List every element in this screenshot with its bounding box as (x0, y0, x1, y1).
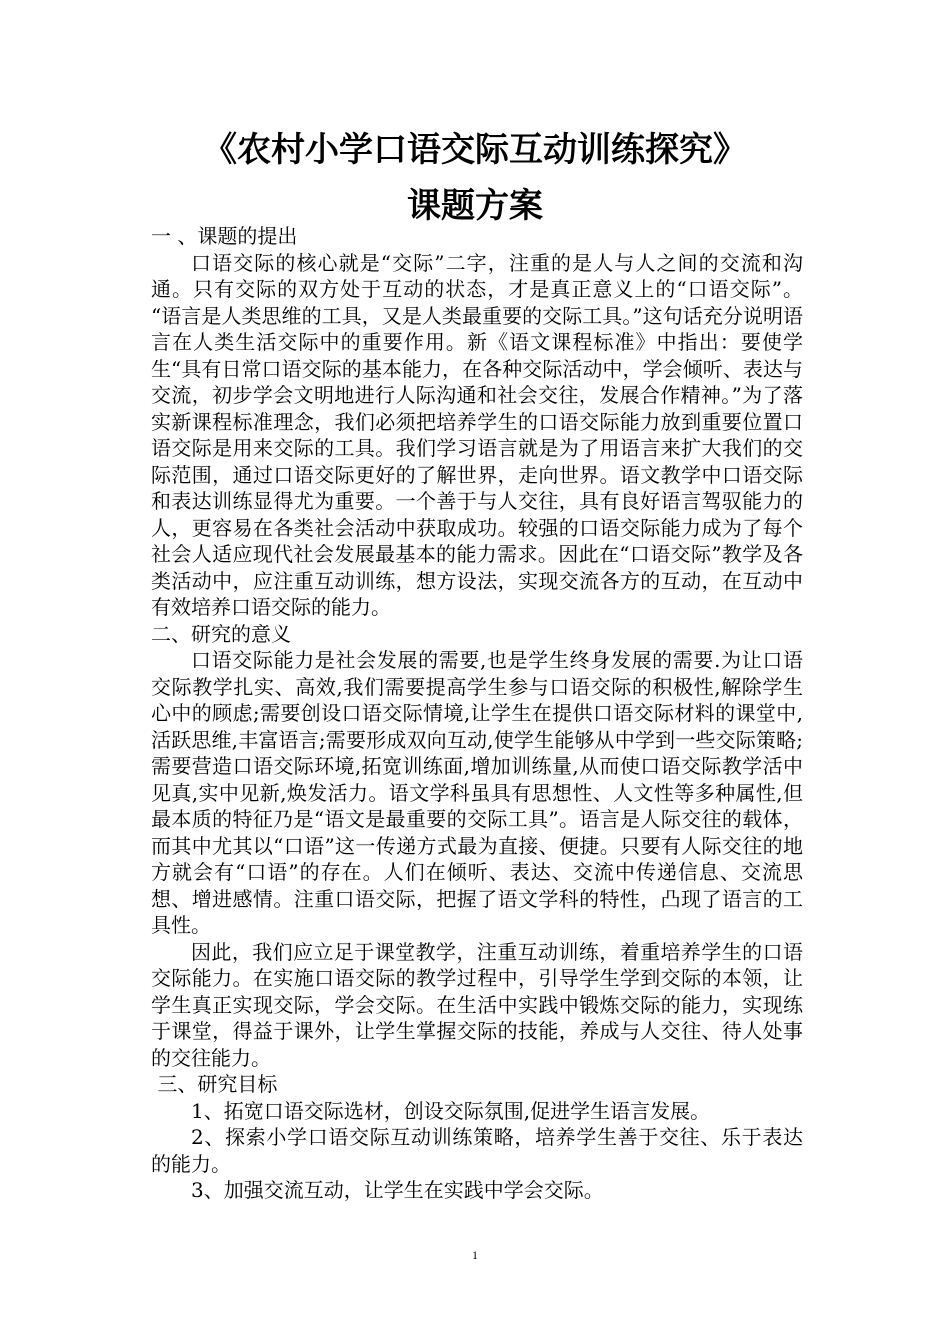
section-heading-2: 二、研究的意义 (151, 621, 291, 646)
document-title: 《农村小学口语交际互动训练探究》 (203, 130, 747, 170)
goal-item-3: 3、加强交流互动，让学生在实践中学会交际。 (191, 1178, 604, 1202)
section-2-paragraph-1: 口语交际能力是社会发展的需要,也是学生终身发展的需要.为让口语交际教学扎实、高效,我们需要提高学生参与口语交际的积极性,解除学生心中的顾虑;需要创设口语交际情境,让学生在提供口语交际材料的课堂中,活跃思维,丰富语言;需要形成双向互动,使学生能够从中学到一些交际策略;需要营造口语交际环境,拓宽训练面,增加训练量,从而使口语交际教学活中见真,实中见新,焕发活力。语文学科虽具有思想性、人文性等多种属性,但最本质的特征乃是“语文是最重要的交际工具”。语言是人际交往的载体，而其中尤其以“口语”这一传递方式最为直接、便捷。只要有人际交往的地方就会有“口语”的存在。人们在倾听、表达、交流中传递信息、交流思想、增进感情。注重口语交际，把握了语文学科的特性，凸现了语言的工具性。 (151, 648, 803, 937)
section-heading-3: 三、研究目标 (151, 1072, 278, 1096)
section-heading-1: 一 、课题的提出 (151, 224, 298, 248)
section-1-paragraph-1: 口语交际的核心就是“交际”二字，注重的是人与人之间的交流和沟通。只有交际的双方处于互动的状态，才是真正意义上的“口语交际”。 “语言是人类思维的工具，又是人类最重要的交际工具。”这句话充分说明语言在人类生活交际中的重要作用。新《语文课程标准》中指出：要使学生“具有日常口语交际的基本能力，在各种交际活动中，学会倾听、表达与交流，初步学会文明地进行人际沟通和社会交往，发展合作精神。”为了落实新课程标准理念，我们必须把培养学生的口语交际能力放到重要位置口语交际是用来交际的工具。我们学习语言就是为了用语言来扩大我们的交际范围，通过口语交际更好的了解世界，走向世界。语文教学中口语交际和表达训练显得尤为重要。一个善于与人交往，具有良好语言驾驭能力的人，更容易在各类社会活动中获取成功。较强的口语交际能力成为了每个社会人适应现代社会发展最基本的能力需求。因此在“口语交际”教学及各类活动中，应注重互动训练，想方设法，实现交流各方的互动，在互动中有效培养口语交际的能力。 (151, 250, 803, 619)
page-number: 1 (472, 1248, 478, 1262)
section-2-paragraph-2: 因此，我们应立足于课堂教学，注重互动训练，着重培养学生的口语交际能力。在实施口语交际的教学过程中，引导学生学到交际的本领，让学生真正实现交际，学会交际。在生活中实践中锻炼交际的能力，实现练于课堂，得益于课外，让学生掌握交际的技能，养成与人交往、待人处事的交往能力。 (151, 939, 803, 1070)
document-body (151, 223, 803, 1204)
goal-item-1: 1、拓宽口语交际选材，创设交际氛围,促进学生语言发展。 (191, 1098, 711, 1123)
document-subtitle: 课题方案 (407, 186, 543, 226)
goal-item-2: 2、探索小学口语交际互动训练策略，培养学生善于交往、乐于表达的能力。 (151, 1125, 803, 1176)
